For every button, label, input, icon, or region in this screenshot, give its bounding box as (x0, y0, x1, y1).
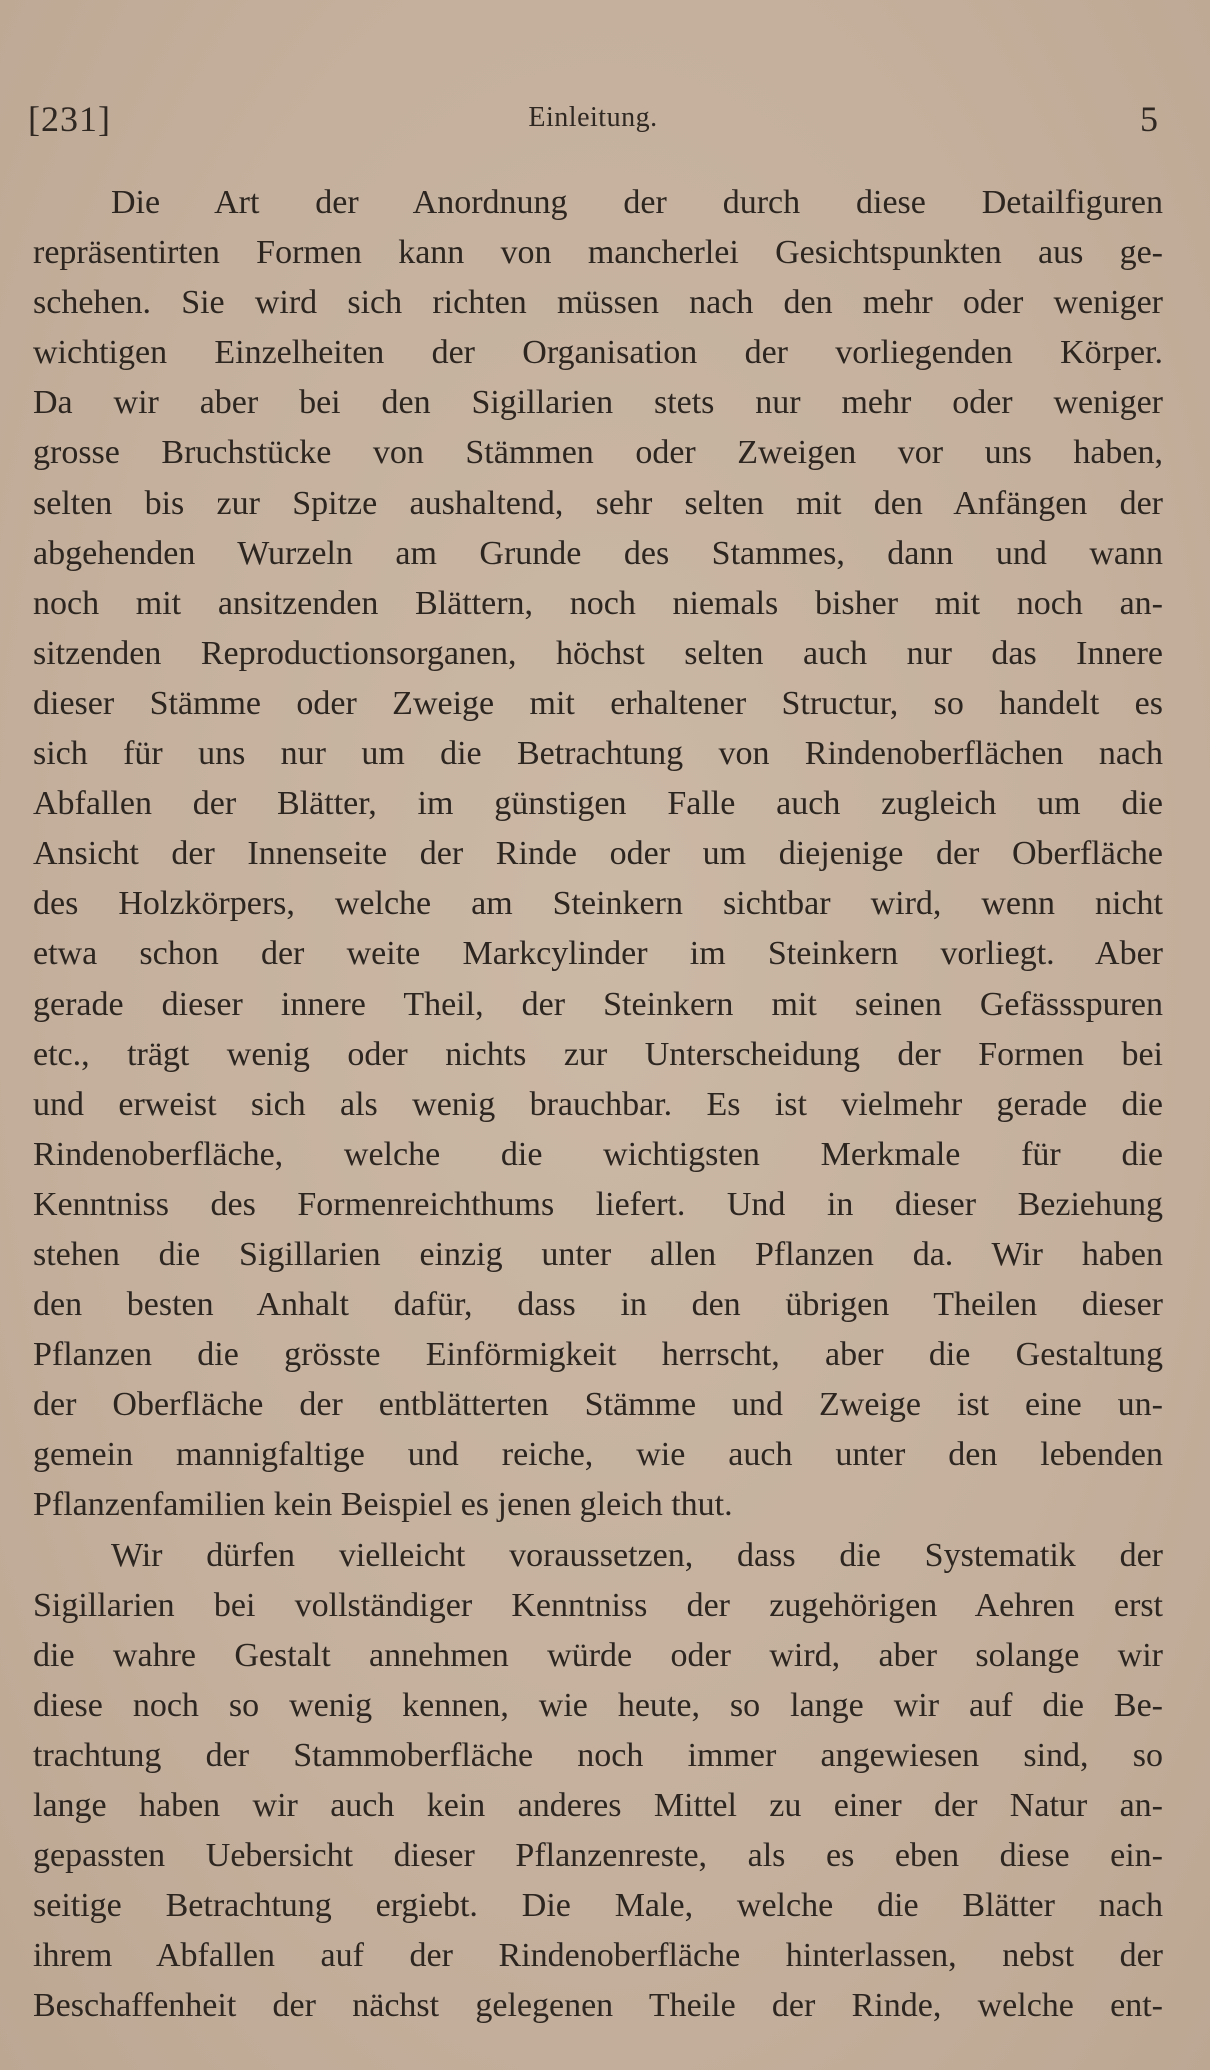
text-line: etc., trägt wenig oder nichts zur Unterscheidung der Formen bei (33, 1035, 1163, 1073)
running-header (28, 98, 1158, 148)
chapter-title: Einleitung. (528, 102, 658, 133)
text-line: Wir dürfen vielleicht voraussetzen, dass die Systematik der (111, 1536, 1163, 1574)
text-line: etwa schon der weite Markcylinder im Steinkern vorliegt. Aber (33, 935, 1163, 973)
text-line: selten bis zur Spitze aushaltend, sehr selten mit den Anfängen der (33, 484, 1163, 522)
text-line: Beschaffenheit der nächst gelegenen Theile der Rinde, welche ent- (33, 1987, 1163, 2025)
text-line: repräsentirten Formen kann von mancherlei Gesichtspunkten aus ge- (33, 234, 1163, 272)
text-line: trachtung der Stammoberfläche noch immer angewiesen sind, so (33, 1736, 1163, 1774)
text-line: Pflanzenfamilien kein Beispiel es jenen gleich thut. (33, 1486, 733, 1524)
text-line: grosse Bruchstücke von Stämmen oder Zweigen vor uns haben, (33, 434, 1163, 472)
text-line: stehen die Sigillarien einzig unter allen Pflanzen da. Wir haben (33, 1235, 1163, 1273)
text-line: und erweist sich als wenig brauchbar. Es ist vielmehr gerade die (33, 1085, 1163, 1123)
text-line: Ansicht der Innenseite der Rinde oder um diejenige der Oberfläche (33, 835, 1163, 873)
text-line: Die Art der Anordnung der durch diese Detailfiguren (111, 184, 1163, 221)
page-reference: [231] (28, 99, 111, 139)
text-line: ihrem Abfallen auf der Rindenoberfläche hinterlassen, nebst der (33, 1937, 1163, 1975)
text-line: gepassten Uebersicht dieser Pflanzenreste, als es eben diese ein- (33, 1837, 1163, 1875)
text-line: des Holzkörpers, welche am Steinkern sichtbar wird, wenn nicht (33, 885, 1163, 923)
text-line: seitige Betrachtung ergiebt. Die Male, welche die Blätter nach (33, 1887, 1163, 1925)
text-line: der Oberfläche der entblätterten Stämme und Zweige ist eine un- (33, 1386, 1163, 1424)
page-number: 5 (1140, 99, 1158, 139)
text-line: dieser Stämme oder Zweige mit erhaltener Structur, so handelt es (33, 684, 1163, 722)
text-line: wichtigen Einzelheiten der Organisation der vorliegenden Körper. (33, 334, 1163, 372)
text-line: noch mit ansitzenden Blättern, noch niemals bisher mit noch an- (33, 584, 1163, 622)
text-line: Kenntniss des Formenreichthums liefert. Und in dieser Beziehung (33, 1185, 1163, 1223)
text-line: schehen. Sie wird sich richten müssen nach den mehr oder weniger (33, 284, 1163, 322)
text-line: Da wir aber bei den Sigillarien stets nur mehr oder weniger (33, 384, 1163, 422)
body-text (33, 178, 1163, 2031)
text-line: sich für uns nur um die Betrachtung von Rindenoberflächen nach (33, 735, 1163, 773)
text-line: Pflanzen die grösste Einförmigkeit herrscht, aber die Gestaltung (33, 1336, 1163, 1374)
text-line: diese noch so wenig kennen, wie heute, so lange wir auf die Be- (33, 1686, 1163, 1724)
text-line: Abfallen der Blätter, im günstigen Falle auch zugleich um die (33, 785, 1163, 823)
text-line: Rindenoberfläche, welche die wichtigsten Merkmale für die (33, 1135, 1163, 1173)
text-line: den besten Anhalt dafür, dass in den übrigen Theilen dieser (33, 1286, 1163, 1324)
text-line: gemein mannigfaltige und reiche, wie auch unter den lebenden (33, 1436, 1163, 1474)
text-line: die wahre Gestalt annehmen würde oder wird, aber solange wir (33, 1636, 1163, 1674)
text-line: abgehenden Wurzeln am Grunde des Stammes, dann und wann (33, 534, 1163, 572)
text-line: sitzenden Reproductionsorganen, höchst selten auch nur das Innere (33, 634, 1163, 672)
text-line: lange haben wir auch kein anderes Mittel zu einer der Natur an- (33, 1787, 1163, 1824)
text-line: gerade dieser innere Theil, der Steinkern mit seinen Gefässspuren (33, 985, 1163, 1023)
text-line: Sigillarien bei vollständiger Kenntniss der zugehörigen Aehren erst (33, 1586, 1163, 1624)
